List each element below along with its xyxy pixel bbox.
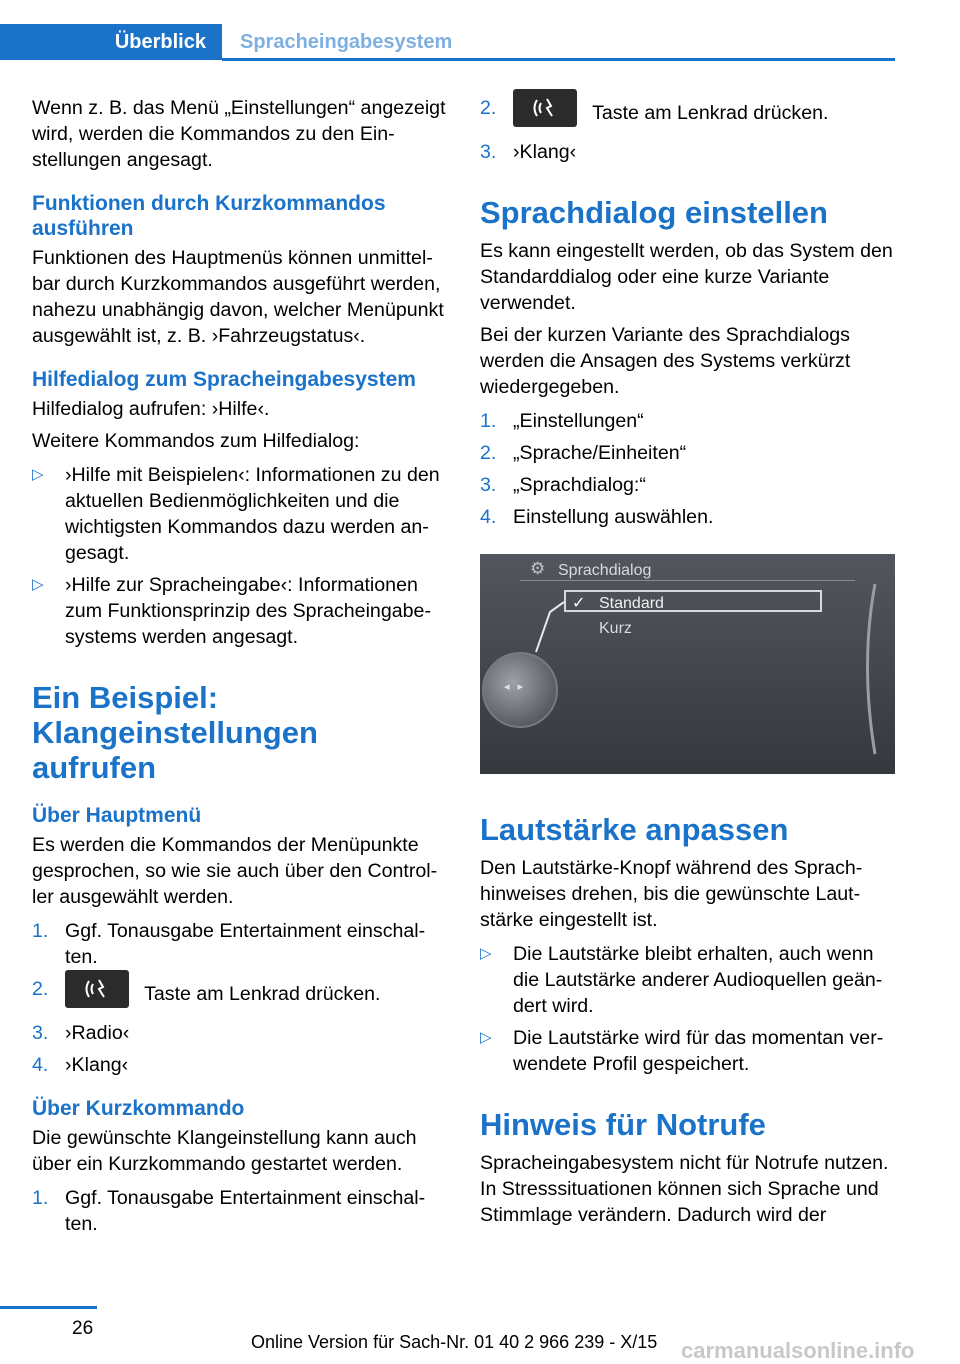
sprachdialog-text-1: Es kann eingestellt werden, ob das System den Standarddialog oder eine kurze Variante verwendet.: [480, 240, 893, 314]
notrufe-text: Spracheingabesystem nicht für Notrufe nutzen. In Stresssituationen können sich Sprache und Stimmlage verändern. Dadurch wird der: [480, 1152, 889, 1226]
step-text: „Sprachdialog:“: [513, 474, 646, 496]
tab-ueberblick[interactable]: Überblick: [0, 24, 222, 60]
list-item: [480, 1025, 898, 1077]
online-version-note: Online Version für Sach-Nr. 01 40 2 966 239 - X/15: [251, 1332, 658, 1352]
lautstaerke-text: Den Lautstärke-Knopf während des Sprachhinweises drehen, bis die gewünschte Lautstärke eingestellt ist.: [480, 857, 863, 931]
step-text: „Sprache/Einheiten“: [513, 442, 687, 464]
step-number: 4.: [480, 506, 497, 528]
list-item: [32, 1052, 450, 1078]
list-item-text: ›Hilfe mit Beispielen‹: Informationen zu den aktuellen Bedienmöglichkeiten und die wichtigsten Kommandos dazu werden angesagt.: [65, 464, 440, 564]
heading-notrufe: Hinweis für Notrufe: [480, 1107, 766, 1142]
page-header: [0, 24, 895, 62]
step-text-wrapper: [513, 95, 898, 133]
option-standard: Standard: [599, 595, 664, 612]
hauptmenue-steps: [32, 918, 450, 1078]
step-text: ›Klang‹: [65, 1054, 129, 1076]
footer-rule: [0, 1306, 97, 1309]
hauptmenue-text: Es werden die Kommandos der Menüpunkte gesprochen, so wie sie auch über den Controller ausgewählt werden.: [32, 834, 438, 908]
list-item: [32, 462, 450, 566]
kurzkommando-steps-continued: [480, 95, 898, 165]
idrive-screen-image: [480, 554, 895, 774]
triangle-bullet-icon: ▷: [480, 1029, 492, 1046]
kurzkommando-text: Die gewünschte Klangeinstellung kann auch über ein Kurzkommando gestartet werden.: [32, 1127, 417, 1175]
check-icon: ✓: [572, 595, 586, 612]
heading-beispiel: Ein Beispiel: Klangeinstellungen aufrufen: [32, 680, 318, 785]
voice-button-icon: [513, 89, 577, 127]
screen-title: Sprachdialog: [558, 562, 652, 579]
intro-paragraph: Wenn z. B. das Menü „Einstellungen“ angezeigt wird, werden die Kommandos zu den Einstellungen angesagt.: [32, 97, 446, 171]
step-text: ›Radio‹: [65, 1022, 130, 1044]
list-item: [480, 408, 898, 434]
step-text: ›Klang‹: [513, 141, 577, 163]
list-item: [32, 976, 450, 1014]
list-item: [32, 918, 450, 970]
screen-divider: [520, 580, 855, 581]
list-item-text: Die Lautstärke wird für das momentan verwendete Profil gespeichert.: [513, 1027, 884, 1075]
step-text: Ggf. Tonausgabe Entertainment einschalten.: [65, 920, 426, 968]
gear-icon: ⚙: [530, 559, 546, 578]
watermark: carmanualsonline.info: [681, 1338, 915, 1363]
step-text: Taste am Lenkrad drücken.: [592, 102, 829, 125]
lautstaerke-list: [480, 941, 898, 1077]
step-number: 1.: [480, 410, 497, 432]
page-number: 26: [72, 1318, 94, 1339]
list-item-text: ›Hilfe zur Spracheingabe‹: Informationen zum Funktionsprinzip des Spracheingabesystems werden angesagt.: [65, 574, 431, 648]
list-item: [32, 1185, 450, 1237]
list-item: [32, 1020, 450, 1046]
triangle-bullet-icon: ▷: [32, 466, 44, 483]
step-text: Einstellung auswählen.: [513, 506, 714, 528]
step-text: Taste am Lenkrad drücken.: [144, 983, 381, 1006]
step-number: 3.: [480, 141, 497, 163]
step-number: 3.: [480, 474, 497, 496]
right-column: [480, 95, 898, 1234]
step-text: Ggf. Tonausgabe Entertainment einschalten.: [65, 1187, 426, 1235]
heading-hilfedialog: Hilfedialog zum Spracheingabesystem: [32, 368, 416, 391]
header-rule: [222, 58, 895, 61]
knob-arrows-icon: ◂▸: [504, 681, 532, 693]
heading-sprachdialog: Sprachdialog einstellen: [480, 195, 828, 230]
left-column: [32, 95, 450, 1243]
step-number: 2.: [32, 978, 49, 1000]
heading-lautstaerke: Lautstärke anpassen: [480, 812, 789, 847]
list-item-text: Die Lautstärke bleibt erhalten, auch wenn die Lautstärke anderer Audioquellen geändert wird.: [513, 943, 883, 1017]
list-item: [480, 941, 898, 1019]
list-item: [480, 440, 898, 466]
hilfedialog-text-1: Hilfedialog aufrufen: ›Hilfe‹.: [32, 398, 270, 420]
step-text: „Einstellungen“: [513, 410, 644, 432]
hilfedialog-list: [32, 462, 450, 650]
triangle-bullet-icon: ▷: [32, 576, 44, 593]
step-text-wrapper: [65, 976, 450, 1014]
sprachdialog-text-2: Bei der kurzen Variante des Sprachdialogs werden die Ansagen des Systems verkürzt wiedergegeben.: [480, 324, 851, 398]
step-number: 2.: [480, 97, 497, 119]
hilfedialog-text-2: Weitere Kommandos zum Hilfedialog:: [32, 430, 360, 452]
option-kurz: Kurz: [599, 620, 632, 637]
heading-hauptmenue: Über Hauptmenü: [32, 804, 202, 827]
step-number: 2.: [480, 442, 497, 464]
list-item: [480, 95, 898, 133]
sprachdialog-steps: [480, 408, 898, 530]
list-item: [32, 572, 450, 650]
step-number: 4.: [32, 1054, 49, 1076]
list-item: [480, 504, 898, 530]
kurzkommandos-text: Funktionen des Hauptmenüs können unmittelbar durch Kurzkommandos ausgeführt werden, nahezu unabhängig davon, welcher Menüpunkt ausgewählt ist, z. B. ›Fahrzeugstatus‹.: [32, 247, 444, 347]
heading-kurzkommando: Über Kurzkommando: [32, 1097, 245, 1120]
triangle-bullet-icon: ▷: [480, 945, 492, 962]
heading-kurzkommandos: Funktionen durch Kurzkommandos ausführen: [32, 192, 386, 240]
list-item: [480, 472, 898, 498]
step-number: 1.: [32, 920, 49, 942]
kurzkommando-steps: [32, 1185, 450, 1237]
tab-spracheingabesystem[interactable]: Spracheingabesystem: [240, 31, 453, 53]
step-number: 3.: [32, 1022, 49, 1044]
voice-button-icon: [65, 970, 129, 1008]
step-number: 1.: [32, 1187, 49, 1209]
list-item: [480, 139, 898, 165]
